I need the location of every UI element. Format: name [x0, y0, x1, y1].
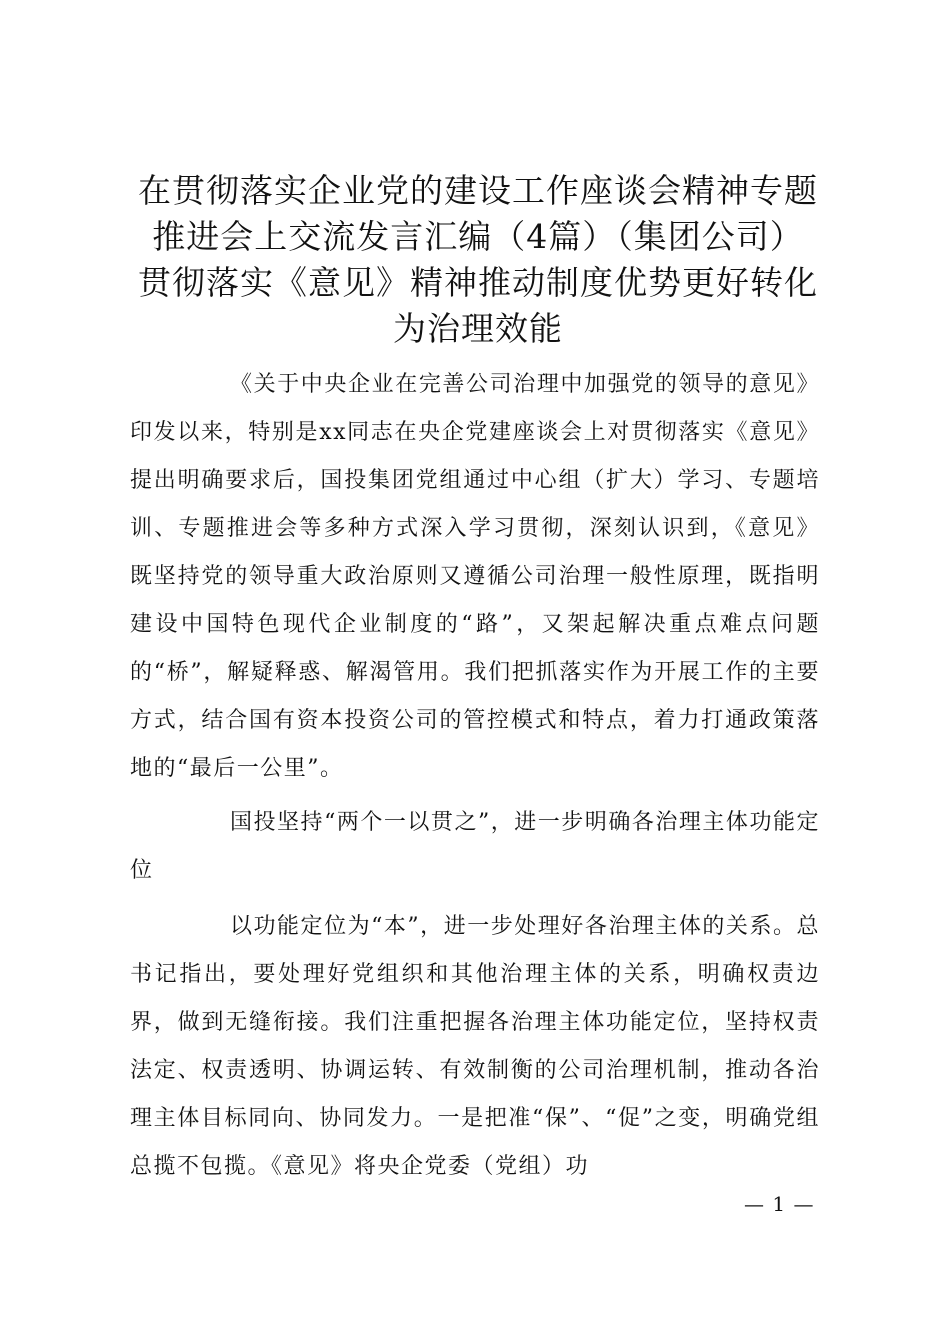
document-title: [120, 168, 836, 352]
title-line-4: 为治理效能: [393, 309, 563, 348]
document-body: [130, 361, 820, 1199]
title-line-2: 推进会上交流发言汇编（4篇）（集团公司）: [152, 217, 804, 256]
page-number: — 1 —: [744, 1192, 815, 1216]
paragraph-2: 国投坚持“两个一以贯之”，进一步明确各治理主体功能定位: [130, 810, 820, 883]
title-line-1: 在贯彻落实企业党的建设工作座谈会精神专题: [138, 171, 818, 210]
paragraph-3: 以功能定位为“本”，进一步处理好各治理主体的关系。总书记指出，要处理好党组织和其他治理主体的关系，明确权责边界，做到无缝衔接。我们注重把握各治理主体功能定位，坚持权责法定、权责透明、协调运转、有效制衡的公司治理机制，推动各治理主体目标同向、协同发力。一是把准“保”、“促”之变，明确党组总揽不包揽。《意见》将央企党委（党组）功: [130, 914, 820, 1179]
paragraph-1: 《关于中央企业在完善公司治理中加强党的领导的意见》印发以来，特别是xx同志在央企党建座谈会上对贯彻落实《意见》提出明确要求后，国投集团党组通过中心组（扩大）学习、专题培训、专题推进会等多种方式深入学习贯彻，深刻认识到，《意见》既坚持党的领导重大政治原则又遵循公司治理一般性原理，既指明建设中国特色现代企业制度的“路”，又架起解决重点难点问题的“桥”，解疑释惑、解渴管用。我们把抓落实作为开展工作的主要方式，结合国有资本投资公司的管控模式和特点，着力打通政策落地的“最后一公里”。: [130, 372, 820, 781]
title-line-3: 贯彻落实《意见》精神推动制度优势更好转化: [138, 263, 818, 302]
